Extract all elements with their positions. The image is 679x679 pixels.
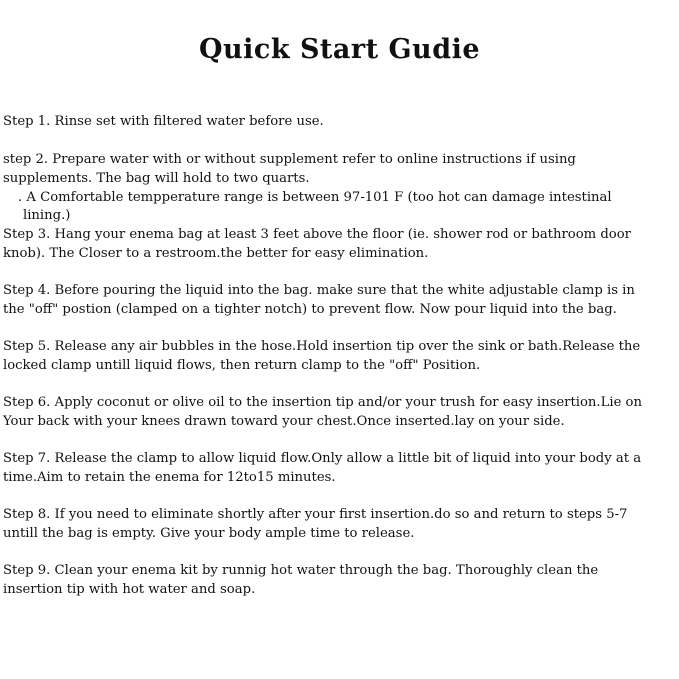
step-8-line-1: Step 8. If you need to eliminate shortly after your first insertion.do so and return to steps 5-7	[3, 507, 628, 522]
step-5-line-1: Step 5. Release any air bubbles in the hose.Hold insertion tip over the sink or bath.Release the	[3, 339, 641, 354]
step-3-line-1: Step 3. Hang your enema bag at least 3 feet above the floor (ie. shower rod or bathroom door	[3, 227, 631, 242]
step-2-line-1: step 2. Prepare water with or without supplement refer to online instructions if using	[3, 152, 576, 167]
step-3-line-2: knob). The Closer to a restroom.the better for easy elimination.	[3, 246, 429, 261]
step-9-line-1: Step 9. Clean your enema kit by runnig hot water through the bag. Thoroughly clean the	[3, 563, 599, 578]
step-7-line-2: time.Aim to retain the enema for 12to15 minutes.	[3, 470, 336, 485]
step-8-line-2: untill the bag is empty. Give your body ample time to release.	[3, 526, 415, 541]
step-2-line-2: supplements. The bag will hold to two quarts.	[3, 171, 310, 186]
step-6-line-1: Step 6. Apply coconut or olive oil to the insertion tip and/or your trush for easy insertion.Lie on	[3, 395, 642, 410]
step-9-line-2: insertion tip with hot water and soap.	[3, 582, 256, 597]
step-4-line-2: the "off" postion (clamped on a tighter notch) to prevent flow. Now pour liquid into the bag.	[3, 302, 617, 317]
temperature-note-line-2: lining.)	[23, 208, 71, 223]
step-4-line-1: Step 4. Before pouring the liquid into the bag. make sure that the white adjustable clamp is in	[3, 283, 635, 298]
page-title: Quick Start Gudie	[198, 34, 481, 65]
step-5-line-2: locked clamp untill liquid flows, then return clamp to the "off" Position.	[3, 358, 481, 373]
step-7-line-1: Step 7. Release the clamp to allow liquid flow.Only allow a little bit of liquid into your body at a	[3, 451, 642, 466]
step-1-line-1: Step 1. Rinse set with filtered water before use.	[3, 114, 324, 129]
temperature-note-line-1: . A Comfortable tempperature range is between 97-101 F (too hot can damage intestinal	[18, 190, 612, 205]
step-6-line-2: Your back with your knees drawn toward your chest.Once inserted.lay on your side.	[3, 414, 565, 429]
